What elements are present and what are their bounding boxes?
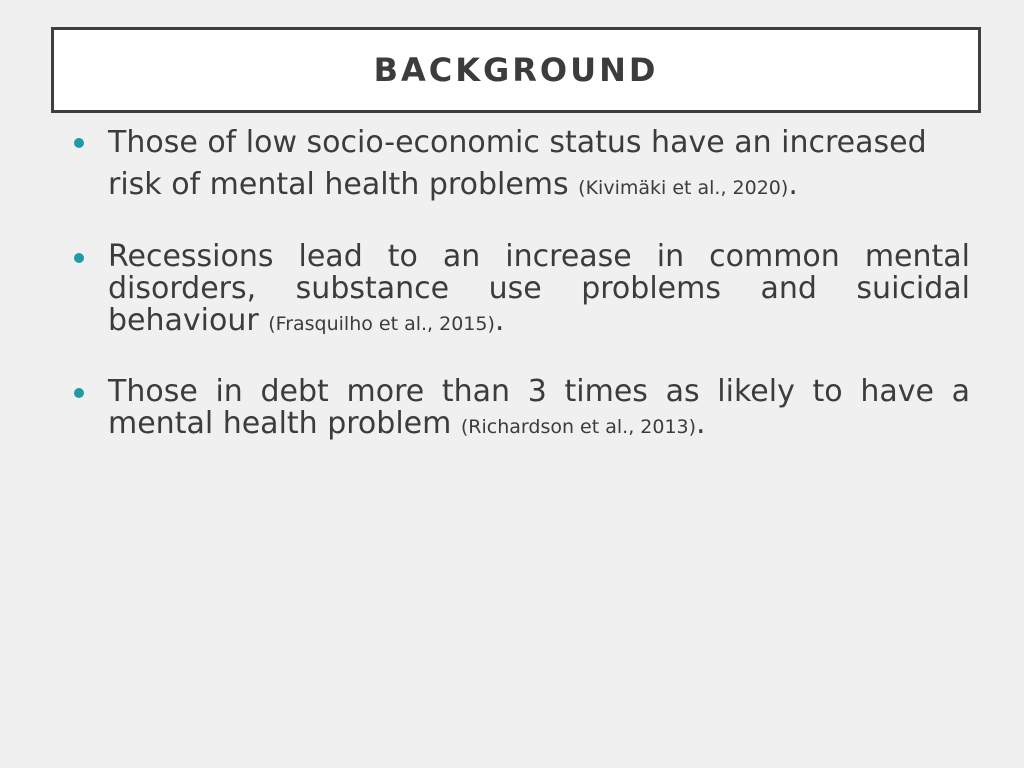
bullet-item [70,241,970,340]
bullet-text: Recessions lead to an increase in common mental disorders, substance use problems and suicidal behaviour [108,239,970,338]
bullet-end: . [696,406,706,441]
bullet-dot-icon [74,388,84,398]
bullet-end: . [788,167,798,202]
bullet-text: Those of low socio-economic status have an increased risk of mental health problems [108,125,927,202]
title-box [51,27,981,113]
bullet-end: . [494,303,505,338]
bullet-list [70,122,970,443]
bullet-item [70,376,970,443]
bullet-citation: (Frasquilho et al., 2015) [268,313,495,335]
bullet-citation: (Richardson et al., 2013) [460,416,697,438]
bullet-item [70,122,970,209]
bullet-dot-icon [74,138,84,148]
slide-title: BACKGROUND [373,51,659,89]
bullet-dot-icon [74,253,84,263]
bullet-citation: (Kivimäki et al., 2020) [578,177,789,199]
bullet-text: Those in debt more than 3 times as likely to have a mental health problem [108,374,970,441]
